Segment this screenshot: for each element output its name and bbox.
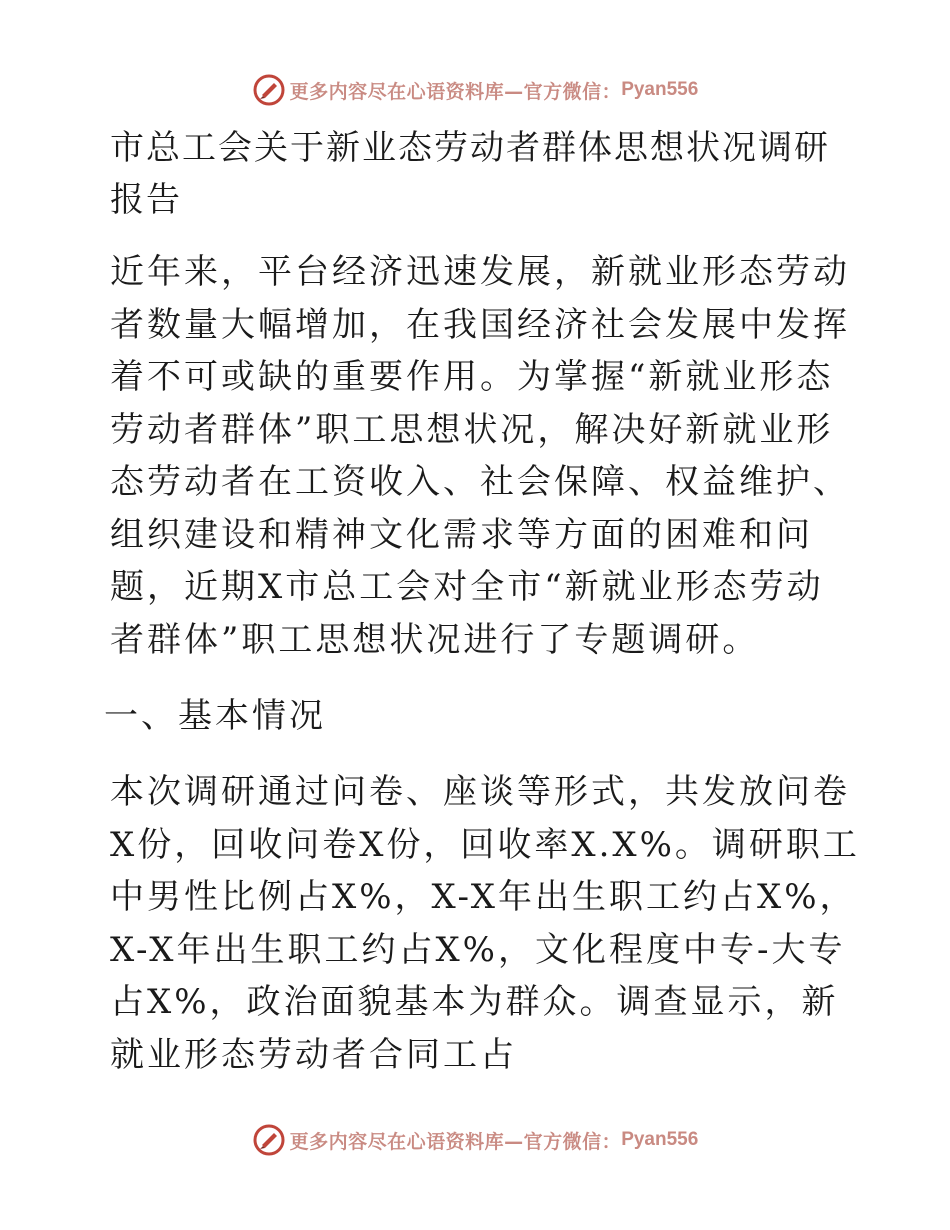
intro-paragraph: 近年来，平台经济迅速发展，新就业形态劳动者数量大幅增加，在我国经济社会发展中发挥着不可或缺的重要作用。为掌握“新就业形态劳动者群体”职工思想状况，解决好新就业形态劳动者在工资收入、社会保障、权益维护、组织建设和精神文化需求等方面的困难和问题，近期X市总工会对全市“新就业形态劳动者群体”职工思想状况进行了专题调研。 — [110, 252, 850, 660]
watermark-text: 更多内容尽在心语资料库—官方微信： — [289, 1130, 622, 1153]
watermark-text: 更多内容尽在心语资料库—官方微信： — [289, 80, 622, 103]
header-watermark — [0, 72, 950, 108]
watermark-contact: Pyan556 — [621, 1129, 699, 1150]
section-heading-basic-info: 一、基本情况 — [104, 696, 326, 736]
watermark-contact: Pyan556 — [621, 79, 699, 100]
brand-logo-icon — [252, 1123, 286, 1157]
footer-watermark — [0, 1122, 950, 1158]
document-title: 市总工会关于新业态劳动者群体思想状况调研报告 — [110, 128, 830, 220]
brand-logo-icon — [252, 73, 286, 107]
document-body — [100, 122, 860, 1105]
basic-info-paragraph: 本次调研通过问卷、座谈等形式，共发放问卷X份，回收问卷X份，回收率X.X%。调研职工中男性比例占X%，X-X年出生职工约占X%，X-X年出生职工约占X%，文化程度中专-大专占X%，政治面貌基本为群众。调查显示，新就业形态劳动者合同工占 — [110, 772, 860, 1075]
